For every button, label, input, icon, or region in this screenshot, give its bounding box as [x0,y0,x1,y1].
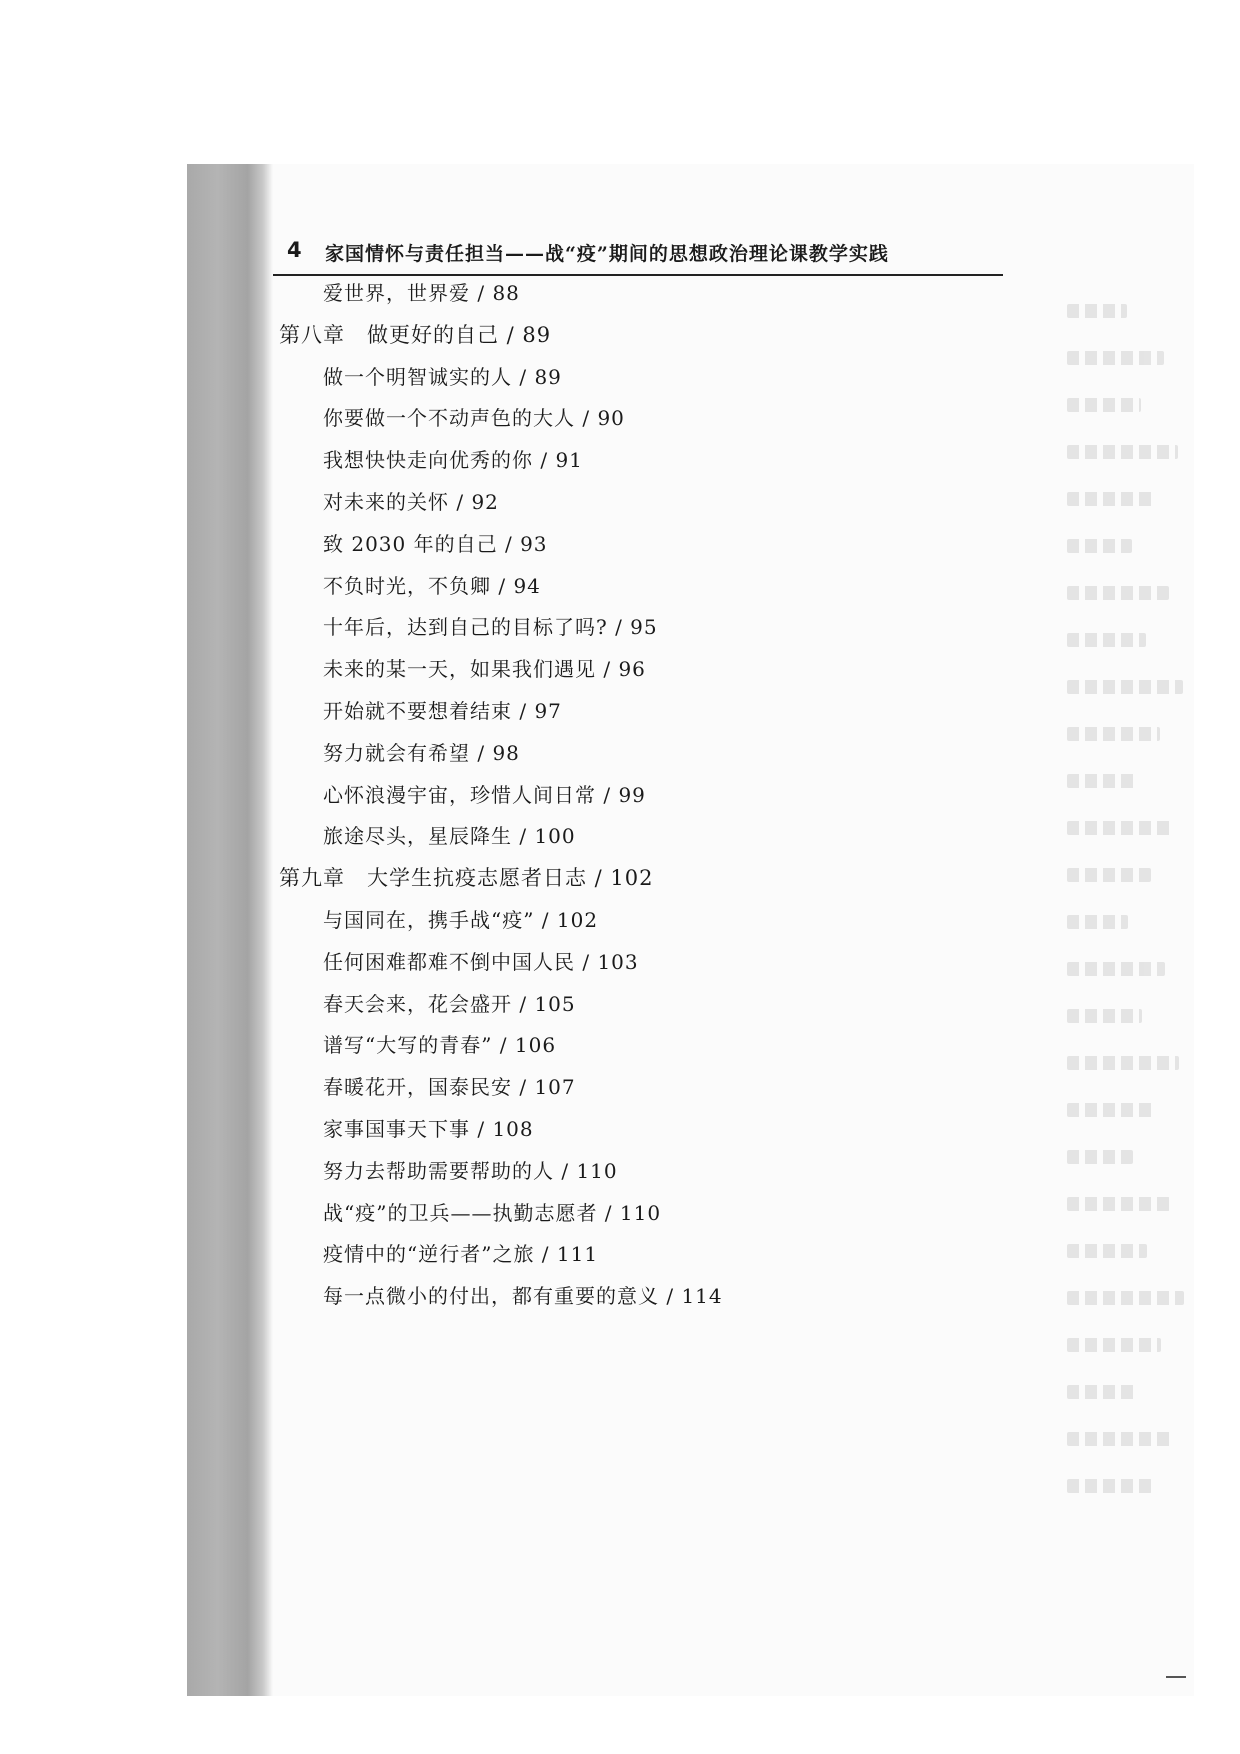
bleed-through-line [1067,1244,1147,1258]
bleed-through-line [1067,1432,1175,1446]
toc-section-entry: 不负时光，不负卿 / 94 [323,574,541,598]
toc-chapter-entry: 第九章 大学生抗疫志愿者日志 / 102 [279,866,654,890]
toc-section-entry: 每一点微小的付出，都有重要的意义 / 114 [323,1284,723,1308]
toc-section-entry: 致 2030 年的自己 / 93 [323,532,548,556]
toc-section-entry: 任何困难都难不倒中国人民 / 103 [323,950,639,974]
bleed-through-line [1067,304,1127,318]
toc-section-entry: 爱世界，世界爱 / 88 [323,281,520,305]
toc-section-entry: 努力去帮助需要帮助的人 / 110 [323,1159,618,1183]
bleed-through-line [1067,1197,1170,1211]
header-book-title: 家国情怀与责任担当——战“疫”期间的思想政治理论课教学实践 [325,243,889,265]
toc-section-entry: 谱写“大写的青春” / 106 [323,1033,557,1057]
bleed-through-line [1067,962,1165,976]
bleed-through-line [1067,1479,1152,1493]
bleed-through-line [1067,445,1178,459]
toc-section-entry: 你要做一个不动声色的大人 / 90 [323,406,625,430]
toc-section-entry: 未来的某一天，如果我们遇见 / 96 [323,657,646,681]
bleed-through-line [1067,539,1132,553]
toc-section-entry: 努力就会有希望 / 98 [323,741,520,765]
toc-section-entry: 十年后，达到自己的目标了吗? / 95 [323,615,658,639]
toc-section-entry: 做一个明智诚实的人 / 89 [323,365,562,389]
toc-section-entry: 开始就不要想着结束 / 97 [323,699,562,723]
bleed-through-line [1067,1056,1179,1070]
toc-section-entry: 家事国事天下事 / 108 [323,1117,534,1141]
bleed-through-line [1067,351,1164,365]
bleed-through-line [1067,680,1183,694]
bleed-through-line [1067,398,1141,412]
bleed-through-line [1067,1150,1133,1164]
toc-section-entry: 心怀浪漫宇宙，珍惜人间日常 / 99 [323,783,646,807]
toc-section-entry: 战“疫”的卫兵——执勤志愿者 / 110 [323,1201,662,1225]
bleed-through-line [1067,915,1128,929]
bleed-through-line [1067,1103,1156,1117]
scanned-page [187,164,1194,1696]
header-page-number: 4 [287,238,302,262]
bleed-through-line [1067,1338,1161,1352]
bleed-through-line [1067,633,1146,647]
toc-section-entry: 对未来的关怀 / 92 [323,490,499,514]
bleed-through-line [1067,1385,1138,1399]
table-of-contents [187,164,1067,1696]
bleed-through-line [1067,492,1155,506]
scan-mark [1166,1676,1186,1678]
bleed-through-line [1067,821,1174,835]
bleed-through-line [1067,1009,1142,1023]
toc-section-entry: 与国同在，携手战“疫” / 102 [323,908,599,932]
toc-section-entry: 疫情中的“逆行者”之旅 / 111 [323,1242,599,1266]
bleed-through-line [1067,586,1169,600]
toc-section-entry: 旅途尽头，星辰降生 / 100 [323,824,576,848]
bleed-through-text [1067,304,1194,1696]
bleed-through-line [1067,868,1151,882]
bleed-through-line [1067,727,1160,741]
toc-section-entry: 我想快快走向优秀的你 / 91 [323,448,583,472]
toc-section-entry: 春暖花开，国泰民安 / 107 [323,1075,576,1099]
bleed-through-line [1067,774,1137,788]
bleed-through-line [1067,1291,1184,1305]
toc-section-entry: 春天会来，花会盛开 / 105 [323,992,576,1016]
toc-chapter-entry: 第八章 做更好的自己 / 89 [279,323,552,347]
